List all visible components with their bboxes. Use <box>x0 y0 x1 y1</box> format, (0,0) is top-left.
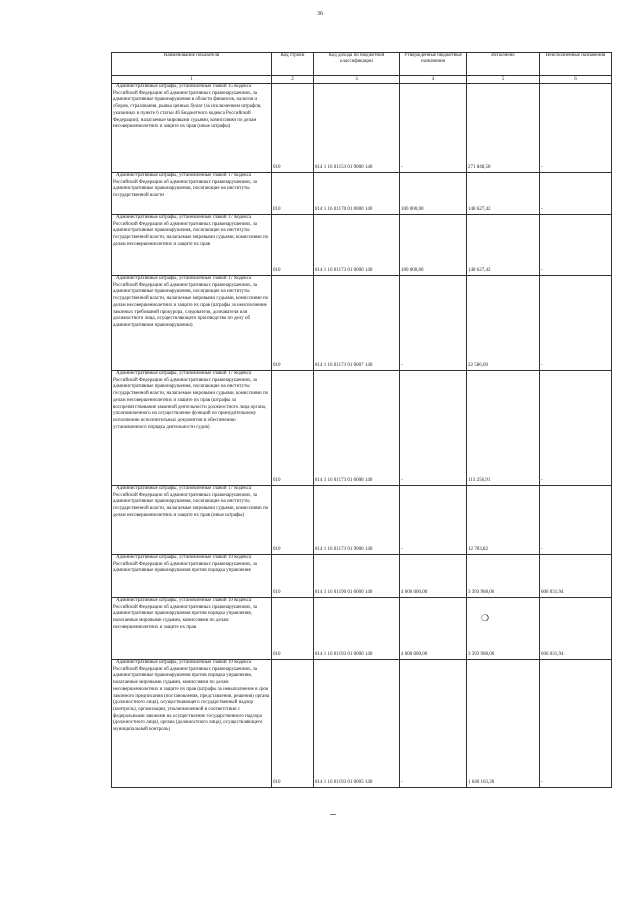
header-line-code: Код строки <box>272 53 314 76</box>
stray-mark-icon: ❍ <box>481 613 490 623</box>
row-approved: - <box>400 371 467 486</box>
row-executed: 1 640 163,28 <box>467 660 540 788</box>
row-line-code: 010 <box>272 276 314 371</box>
row-line-code: 010 <box>272 371 314 486</box>
table-row <box>112 371 612 486</box>
row-unexecuted: - <box>540 173 612 215</box>
column-number: 6 <box>540 76 612 84</box>
row-indicator-name: Административные штрафы, установленные главой 17 Кодекса Российской Федерации об административных правонарушениях, за административные правонарушения, посягающие на институты государственной власти, налагаемые мировыми судьями, комиссиями по делам несовершеннолетних и защите их прав <box>112 215 272 276</box>
row-executed: 148 627,42 <box>467 173 540 215</box>
row-unexecuted: - <box>540 486 612 555</box>
column-number: 1 <box>112 76 272 84</box>
row-executed: 113 256,91 <box>467 371 540 486</box>
table-header-row <box>112 53 612 76</box>
header-approved-assignments: Утвержденные бюджетные назначения <box>400 53 467 76</box>
row-executed: 148 627,42 <box>467 215 540 276</box>
table-row <box>112 555 612 598</box>
row-line-code: 010 <box>272 486 314 555</box>
column-number: 2 <box>272 76 314 84</box>
header-budget-classification-code: Код дохода по бюджетной классификации <box>314 53 400 76</box>
column-number: 5 <box>467 76 540 84</box>
table-row <box>112 84 612 173</box>
page-number: 36 <box>317 11 323 17</box>
row-income-code: 814 1 16 01153 01 9000 140 <box>314 84 400 173</box>
row-approved: 4 000 000,00 <box>400 555 467 598</box>
row-unexecuted: - <box>540 215 612 276</box>
row-income-code: 814 1 16 01193 01 0000 140 <box>314 598 400 660</box>
row-line-code: 010 <box>272 215 314 276</box>
header-unexecuted: Неисполненные назначения <box>540 53 612 76</box>
row-approved: 4 000 000,00 <box>400 598 467 660</box>
row-approved: - <box>400 84 467 173</box>
table-row <box>112 276 612 371</box>
row-indicator-name: Административные штрафы, установленные главой 17 Кодекса Российской Федерации об административных правонарушениях, за административные правонарушения, посягающие на институты государственной власти, налагаемые мировыми судьями, комиссиями по делам несовершеннолетних и защите их прав (штрафы за воспрепятствование законной деятельности должностного лица органа, уполномоченного на осуществление функций по принудительному исполнению исполнительных документов и обеспечению установленного порядка деятельности судов) <box>112 371 272 486</box>
header-indicator-name: Наименование показателя <box>112 53 272 76</box>
row-income-code: 814 1 16 01173 01 0008 140 <box>314 371 400 486</box>
row-approved: - <box>400 276 467 371</box>
row-income-code: 814 1 16 01190 01 0000 140 <box>314 555 400 598</box>
row-income-code: 814 1 16 01170 01 0000 140 <box>314 173 400 215</box>
table-row <box>112 215 612 276</box>
row-approved: - <box>400 486 467 555</box>
row-unexecuted: - <box>540 84 612 173</box>
row-income-code: 814 1 16 01173 01 9000 140 <box>314 486 400 555</box>
table-row <box>112 660 612 788</box>
row-executed: 22 586,69 <box>467 276 540 371</box>
table-row <box>112 598 612 660</box>
row-line-code: 010 <box>272 660 314 788</box>
row-line-code: 010 <box>272 555 314 598</box>
row-unexecuted: 606 031,94 <box>540 598 612 660</box>
row-executed: 12 783,82 <box>467 486 540 555</box>
row-executed: 3 393 968,06 <box>467 555 540 598</box>
row-indicator-name: Административные штрафы, установленные главой 19 Кодекса Российской Федерации об административных правонарушениях, за административные правонарушения против порядка управления, налагаемые мировыми судьями, комиссиями по делам несовершеннолетних и защите их прав (штрафы за невыполнение в срок законного предписания (постановления, представления, решения) органа (должностного лица), осуществляющего государственный надзор (контроль), организации, уполномоченной в соответствии с федеральными законами на осуществление государственного надзора (должностного лица), органа (должностного лица), осуществляющего муниципальный контроль) <box>112 660 272 788</box>
row-income-code: 814 1 16 01193 01 0005 140 <box>314 660 400 788</box>
table-row <box>112 486 612 555</box>
footer-dash <box>330 814 336 815</box>
row-indicator-name: Административные штрафы, установленные главой 19 Кодекса Российской Федерации об административных правонарушениях, за административные правонарушения против порядка управления <box>112 555 272 598</box>
row-indicator-name: Административные штрафы, установленные главой 15 Кодекса Российской Федерации об административных правонарушениях, за административные правонарушения в области финансов, налогов и сборов, страхования, рынка ценных бумаг (за исключением штрафов, указанных в пункте 6 статьи 46 Бюджетного кодекса Российской Федерации), налагаемые мировыми судьями, комиссиями по делам несовершеннолетних и защите их прав (иные штрафы) <box>112 84 272 173</box>
row-income-code: 814 1 16 01173 01 0007 140 <box>314 276 400 371</box>
header-executed: Исполнено <box>467 53 540 76</box>
row-indicator-name: Административные штрафы, установленные главой 17 Кодекса Российской Федерации об административных правонарушениях, за административные правонарушения, посягающие на институты государственной власти <box>112 173 272 215</box>
row-unexecuted: - <box>540 276 612 371</box>
column-number: 3 <box>314 76 400 84</box>
column-number: 4 <box>400 76 467 84</box>
row-approved: 100 000,00 <box>400 215 467 276</box>
row-executed: 3 393 968,06 <box>467 598 540 660</box>
row-approved: - <box>400 660 467 788</box>
row-approved: 100 000,00 <box>400 173 467 215</box>
row-indicator-name: Административные штрафы, установленные главой 17 Кодекса Российской Федерации об административных правонарушениях, за административные правонарушения, посягающие на институты государственной власти, налагаемые мировыми судьями, комиссиями по делам несовершеннолетних и защите их прав (иные штрафы) <box>112 486 272 555</box>
row-line-code: 010 <box>272 173 314 215</box>
row-indicator-name: Административные штрафы, установленные главой 17 Кодекса Российской Федерации об административных правонарушениях, за административные правонарушения, посягающие на институты государственной власти, налагаемые мировыми судьями, комиссиями по делам несовершеннолетних и защите их прав (штрафы за неисполнение законных требований прокурора, следователя, дознавателя или должностного лица, осуществляющего производство по делу об административном правонарушении) <box>112 276 272 371</box>
budget-income-table <box>111 52 612 788</box>
row-line-code: 010 <box>272 84 314 173</box>
row-line-code: 010 <box>272 598 314 660</box>
row-income-code: 814 1 16 01173 01 0000 140 <box>314 215 400 276</box>
table-row <box>112 173 612 215</box>
row-unexecuted: - <box>540 371 612 486</box>
row-indicator-name: Административные штрафы, установленные главой 19 Кодекса Российской Федерации об административных правонарушениях, за административные правонарушения против порядка управления, налагаемые мировыми судьями, комиссиями по делам несовершеннолетних и защите их прав <box>112 598 272 660</box>
row-unexecuted: - <box>540 660 612 788</box>
column-numbers-row <box>112 76 612 84</box>
row-executed: 271 848,58 <box>467 84 540 173</box>
row-unexecuted: 606 031,94 <box>540 555 612 598</box>
